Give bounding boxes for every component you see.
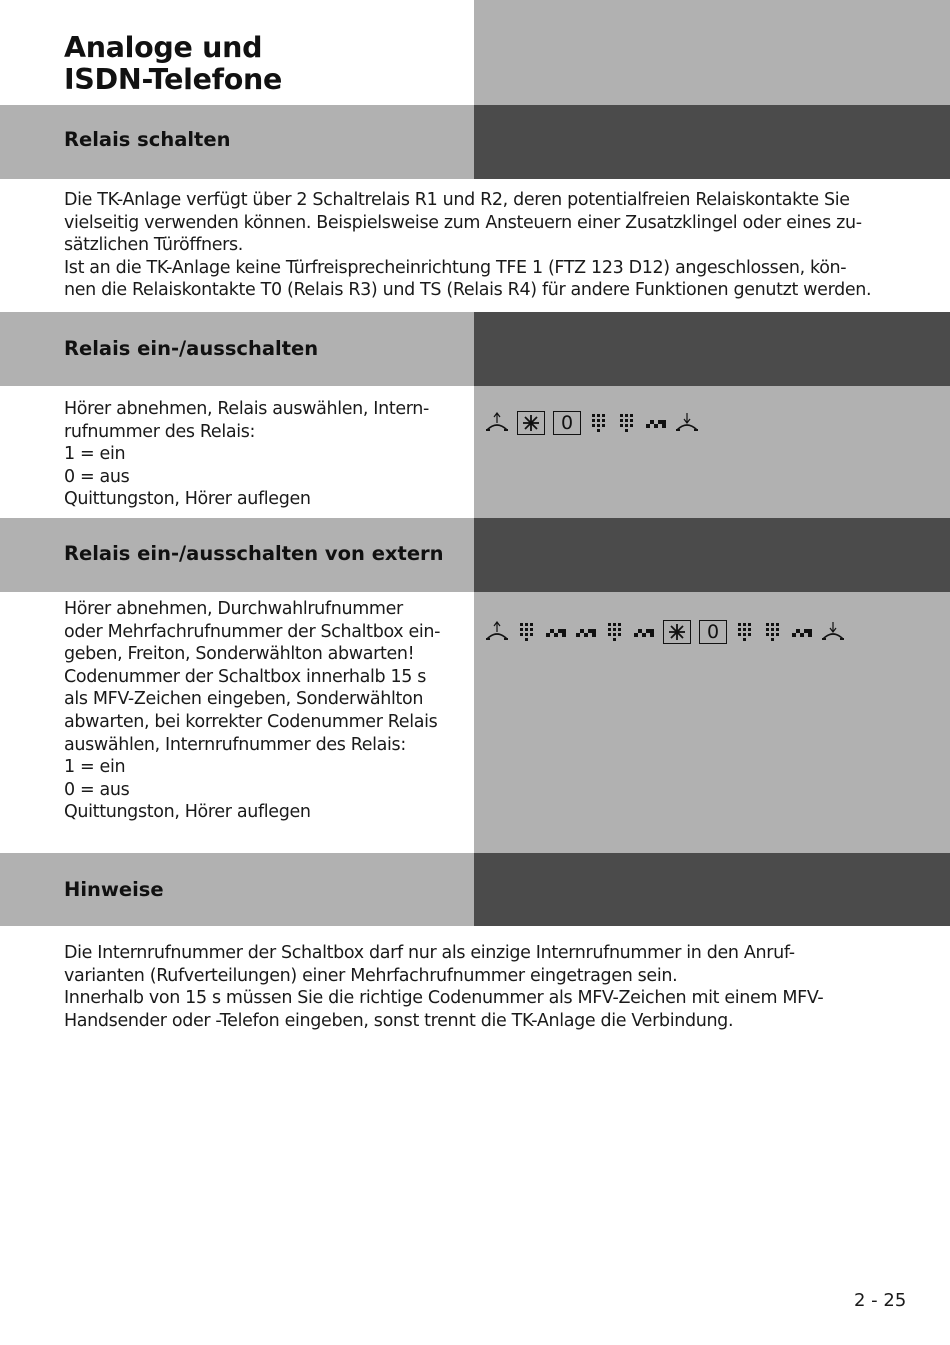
paragraph-line: Die Internrufnummer der Schaltbox darf nur als einzige Internrufnummer in den Anruf- bbox=[64, 943, 795, 963]
instruction-line: 0 = aus bbox=[64, 779, 130, 800]
instruction-line: geben, Freiton, Sonderwählton abwarten! bbox=[64, 644, 415, 665]
tone-icon bbox=[633, 622, 655, 642]
paragraph-line: Ist an die TK-Anlage keine Türfreisprecheinrichtung TFE 1 (FTZ 123 D12) angeschlossen, kön- bbox=[64, 257, 847, 278]
instruction-line: Hörer abnehmen, Relais auswählen, Intern- bbox=[64, 399, 430, 419]
heading-relais-schalten: Relais schalten bbox=[64, 128, 231, 151]
instructions-ein-aus bbox=[64, 398, 469, 511]
tone-icon bbox=[645, 413, 667, 433]
instruction-line: Quittungston, Hörer auflegen bbox=[64, 489, 311, 510]
zero-key: 0 bbox=[553, 411, 581, 435]
instruction-line: rufnummer des Relais: bbox=[64, 421, 256, 442]
instruction-line: Hörer abnehmen, Durchwahlrufnummer bbox=[64, 599, 403, 619]
band-extern-right bbox=[474, 518, 950, 592]
instruction-line: abwarten, bei korrekter Codenummer Relais bbox=[64, 711, 438, 732]
instruction-line: auswählen, Internrufnummer des Relais: bbox=[64, 734, 406, 755]
tone-icon bbox=[545, 622, 567, 642]
paragraph-line: vielseitig verwenden können. Beispielsweise zum Ansteuern einer Zusatzklingel oder eines zu- bbox=[64, 212, 862, 233]
star-key-icon bbox=[663, 620, 691, 644]
handset-hang-icon bbox=[821, 620, 845, 644]
sequence-panel-ein-aus bbox=[474, 386, 950, 518]
instruction-line: als MFV-Zeichen eingeben, Sonderwählton bbox=[64, 689, 424, 710]
handset-lift-icon bbox=[485, 411, 509, 435]
instructions-extern bbox=[64, 598, 469, 824]
keypad-icon bbox=[617, 412, 637, 434]
paragraph-line: sätzlichen Türöffners. bbox=[64, 235, 243, 256]
sequence-ein-aus bbox=[485, 411, 707, 435]
paragraph-hinweise bbox=[64, 942, 823, 1032]
instruction-line: 0 = aus bbox=[64, 466, 130, 487]
instruction-line: 1 = ein bbox=[64, 444, 126, 465]
instruction-line: Quittungston, Hörer auflegen bbox=[64, 802, 311, 823]
handset-lift-icon bbox=[485, 620, 509, 644]
paragraph-relais-schalten bbox=[64, 189, 871, 302]
keypad-icon bbox=[735, 621, 755, 643]
paragraph-line: Die TK-Anlage verfügt über 2 Schaltrelais R1 und R2, deren potentialfreien Relaiskontakte Sie bbox=[64, 190, 850, 210]
page-number: 2 - 25 bbox=[854, 1290, 907, 1311]
paragraph-line: Handsender oder -Telefon eingeben, sonst trennt die TK-Anlage die Verbindung. bbox=[64, 1010, 734, 1031]
keypad-icon bbox=[517, 621, 537, 643]
instruction-line: 1 = ein bbox=[64, 757, 126, 778]
zero-key: 0 bbox=[699, 620, 727, 644]
keypad-icon bbox=[605, 621, 625, 643]
tone-icon bbox=[575, 622, 597, 642]
header-right-band bbox=[474, 0, 950, 105]
sequence-extern bbox=[485, 620, 853, 644]
paragraph-line: Innerhalb von 15 s müssen Sie die richtige Codenummer als MFV-Zeichen mit einem MFV- bbox=[64, 988, 824, 1009]
tone-icon bbox=[791, 622, 813, 642]
page-title-line-2: ISDN-Telefone bbox=[64, 63, 283, 96]
instruction-line: Codenummer der Schaltbox innerhalb 15 s bbox=[64, 666, 427, 687]
keypad-icon bbox=[763, 621, 783, 643]
heading-ein-aus: Relais ein-/ausschalten bbox=[64, 337, 319, 360]
paragraph-line: varianten (Rufverteilungen) einer Mehrfachrufnummer eingetragen sein. bbox=[64, 965, 678, 986]
band-hinweise-right bbox=[474, 853, 950, 926]
paragraph-line: nen die Relaiskontakte T0 (Relais R3) und TS (Relais R4) für andere Funktionen genutzt werden. bbox=[64, 280, 872, 301]
band-relais-schalten-right bbox=[474, 105, 950, 179]
instruction-line: oder Mehrfachrufnummer der Schaltbox ein- bbox=[64, 621, 441, 642]
heading-extern: Relais ein-/ausschalten von extern bbox=[64, 542, 444, 565]
band-ein-aus-right bbox=[474, 312, 950, 386]
keypad-icon bbox=[589, 412, 609, 434]
handset-hang-icon bbox=[675, 411, 699, 435]
heading-hinweise: Hinweise bbox=[64, 878, 164, 901]
page-title-line-1: Analoge und bbox=[64, 31, 263, 64]
page-title bbox=[64, 32, 464, 96]
star-key-icon bbox=[517, 411, 545, 435]
